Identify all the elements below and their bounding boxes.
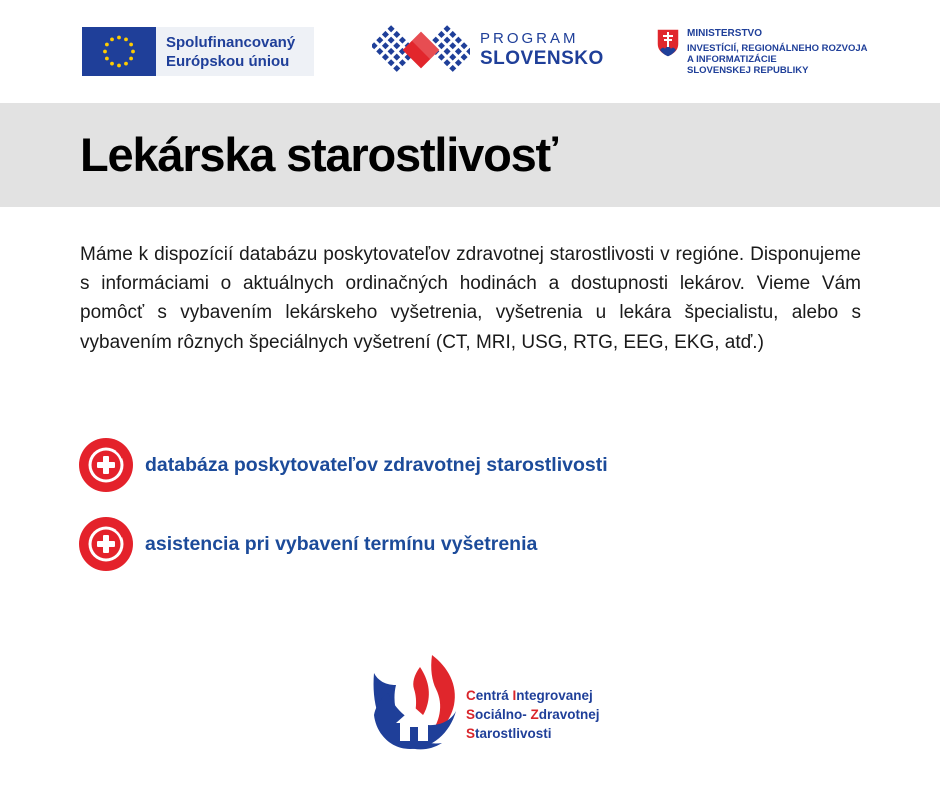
ciszs-line3 [466, 724, 600, 743]
ciszs-initial-c: C [466, 688, 476, 703]
ministry-logo-text [687, 28, 868, 76]
service-label-appointment: asistencia pri vybavení termínu vyšetrenia [145, 532, 538, 555]
ciszs-line1 [466, 686, 600, 705]
program-slovensko-text [480, 30, 604, 70]
medical-cross-icon [79, 438, 133, 492]
service-label-database: databáza poskytovateľov zdravotnej starostlivosti [145, 453, 608, 476]
eu-logo-text [156, 27, 314, 76]
ciszs-initial-s2: S [466, 726, 476, 741]
ministry-logo [656, 28, 868, 76]
program-slovensko-line2: SLOVENSKO [480, 48, 604, 69]
program-slovensko-logo [372, 22, 604, 78]
ciszs-initial-z: Z [530, 707, 539, 722]
intro-paragraph: Máme k dispozícií databázu poskytovateľov zdravotnej starostlivosti v regióne. Disponujeme s informáciami o aktuálnych ordinačných hodinách a dostupnosti lekárov. Vieme Vám pomôcť s vybavením lekárskeho vyšetrenia, vyšetrenia u lekára špecialistu, alebo s vybavením rôznych špeciálnych vyšetrení (CT, MRI, USG, RTG, EEG, EKG, atď.) [80, 244, 861, 353]
ministry-line2: INVESTÍCIÍ, REGIONÁLNEHO ROZVOJA [687, 43, 868, 54]
ministry-line1: MINISTERSTVO [687, 28, 763, 39]
ciszs-initial-i: I [512, 688, 517, 703]
eu-flag-icon [82, 27, 156, 76]
ciszs-logo-text [466, 686, 600, 743]
ciszs-line1-rest2: ntegrovanej [516, 688, 593, 703]
eu-logo-line1: Spolufinancovaný [166, 33, 296, 51]
medical-cross-icon [79, 517, 133, 571]
ciszs-line2 [466, 705, 600, 724]
ministry-line3: A INFORMATIZÁCIE [687, 54, 777, 65]
ciszs-initial-s: S [466, 707, 476, 722]
service-item-database [79, 438, 608, 492]
ciszs-flame-house-icon [370, 653, 462, 755]
slovak-coat-of-arms-icon [656, 28, 680, 58]
ciszs-line3-rest: tarostlivosti [475, 726, 552, 741]
program-slovensko-line1: PROGRAM [480, 30, 579, 47]
ministry-line4: SLOVENSKEJ REPUBLIKY [687, 65, 809, 76]
title-band [0, 103, 940, 207]
ciszs-line2-rest2: dravotnej [538, 707, 600, 722]
program-slovensko-mark-icon [372, 22, 470, 78]
logo-bar [0, 0, 940, 103]
ciszs-line1-rest: entrá [475, 688, 513, 703]
eu-logo-line2: Európskou úniou [166, 52, 290, 70]
page-title: Lekárska starostlivosť [80, 128, 557, 181]
ciszs-logo [370, 653, 620, 758]
ciszs-line2-rest: ociálno- [475, 707, 531, 722]
eu-cofunding-logo [82, 27, 314, 76]
service-item-appointment [79, 517, 537, 571]
